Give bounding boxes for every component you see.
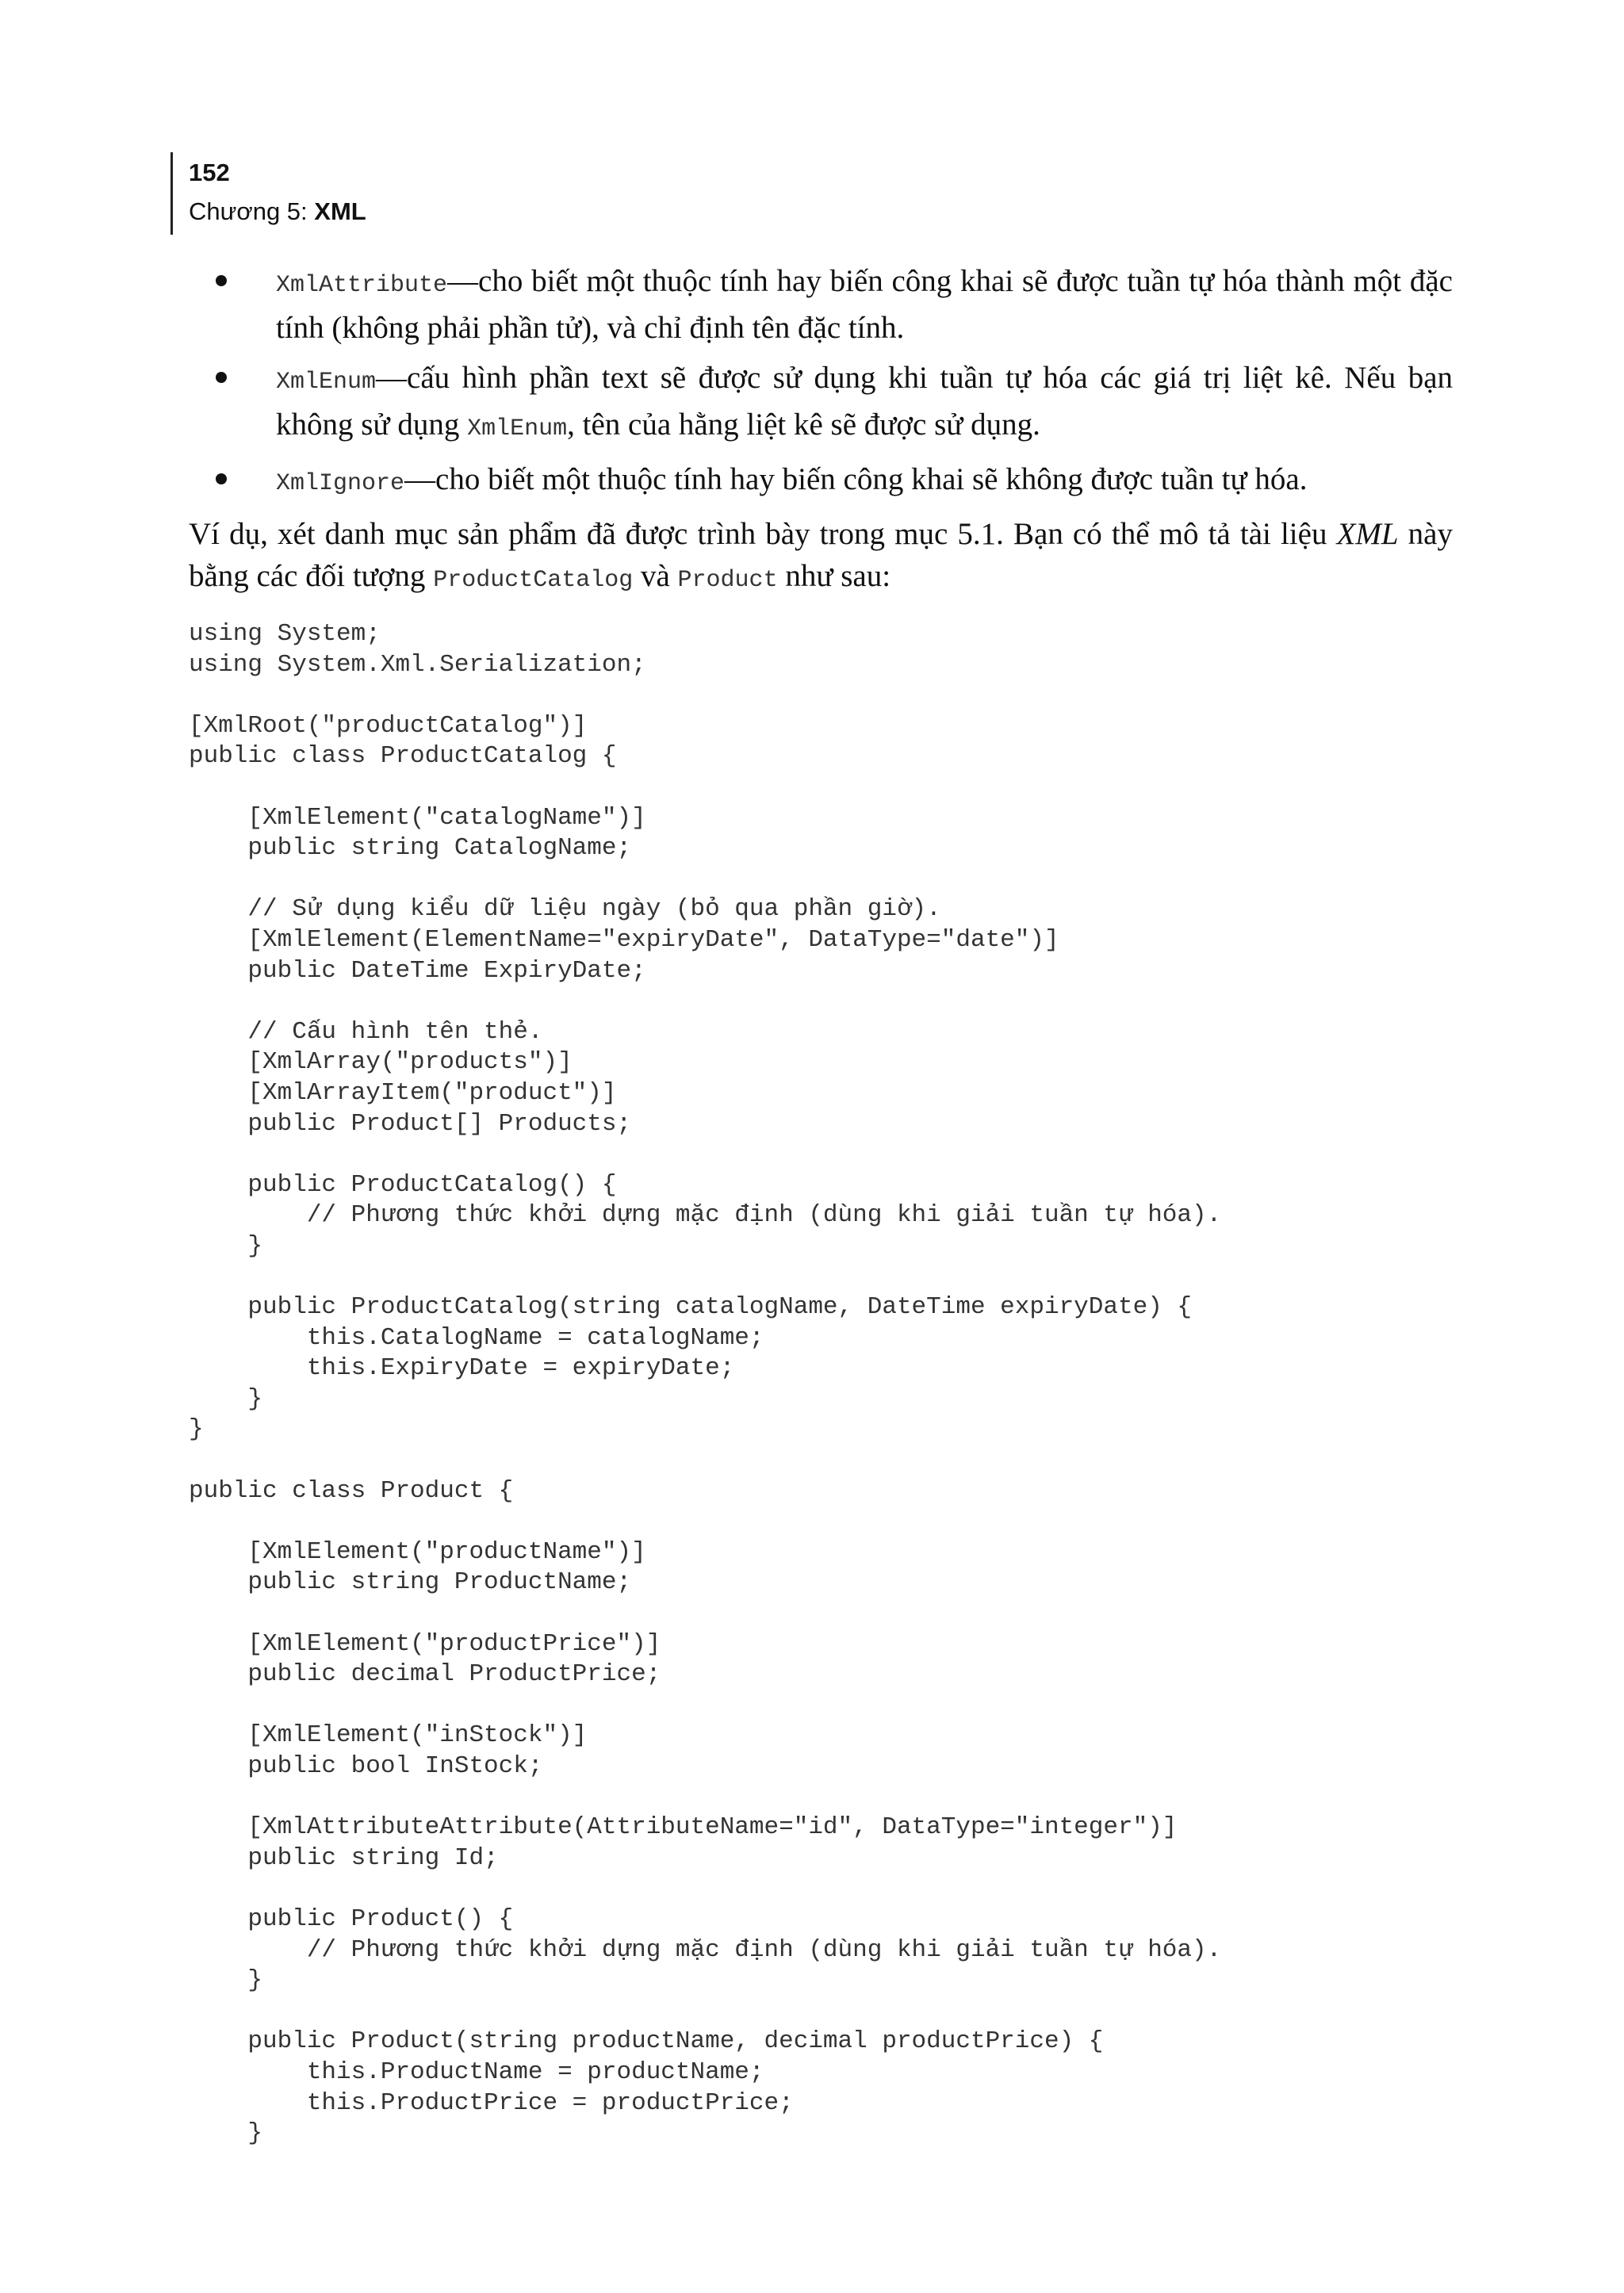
code-line: public bool InStock; xyxy=(189,1751,543,1780)
code-line: public DateTime ExpiryDate; xyxy=(189,956,646,985)
code-line: [XmlRoot("productCatalog")] xyxy=(189,711,588,740)
code-line: } xyxy=(189,1231,263,1260)
code-line: public Product() { xyxy=(189,1904,514,1933)
code-line: public decimal ProductPrice; xyxy=(189,1660,661,1689)
inline-code: Product xyxy=(677,567,778,594)
bullet-text: —cấu hình phần text sẽ được sử dụng khi tuần tự hóa các giá trị liệt kê. Nếu bạn không sử dụng xyxy=(276,361,1453,442)
code-line: this.ExpiryDate = expiryDate; xyxy=(189,1354,735,1383)
code-listing xyxy=(189,619,1453,2149)
inline-code: XmlEnum xyxy=(276,369,377,396)
code-line: // Phương thức khởi dựng mặc định (dùng khi giải tuần tự hóa). xyxy=(189,1935,1222,1964)
code-line: [XmlArray("products")] xyxy=(189,1048,573,1077)
code-line: public ProductCatalog() { xyxy=(189,1170,617,1199)
inline-code: ProductCatalog xyxy=(433,567,634,594)
code-line: [XmlArrayItem("product")] xyxy=(189,1078,617,1107)
chapter-heading xyxy=(189,196,366,228)
intro-italic: XML xyxy=(1336,517,1399,551)
inline-code: XmlAttribute xyxy=(276,272,448,299)
bullet-text: —cho biết một thuộc tính hay biến công khai sẽ được tuần tự hóa thành một đặc tính (không phải phần tử), và chỉ định tên đặc tính. xyxy=(276,264,1453,345)
code-line: public class Product { xyxy=(189,1476,514,1505)
code-line: using System.Xml.Serialization; xyxy=(189,650,646,679)
code-line: [XmlElement("productName")] xyxy=(189,1537,646,1566)
intro-text: này bằng các đối tượng xyxy=(189,517,1453,593)
code-line: public string Id; xyxy=(189,1843,499,1872)
bullet-list xyxy=(189,260,1453,505)
code-line: // Sử dụng kiểu dữ liệu ngày (bỏ qua phần giờ). xyxy=(189,895,941,924)
code-line: public string ProductName; xyxy=(189,1568,632,1597)
bullet-dot-icon xyxy=(216,275,227,286)
code-line: [XmlElement("productPrice")] xyxy=(189,1629,661,1658)
header-rule xyxy=(170,152,173,235)
code-line: this.CatalogName = catalogName; xyxy=(189,1323,764,1352)
code-line: } xyxy=(189,1415,204,1444)
bullet-text: —cho biết một thuộc tính hay biến công khai sẽ không được tuần tự hóa. xyxy=(404,462,1308,496)
bullet-item-xmlattribute xyxy=(189,260,1453,349)
chapter-title: XML xyxy=(314,197,366,225)
code-line: public ProductCatalog(string catalogName, DateTime expiryDate) { xyxy=(189,1293,1193,1322)
bullet-item-xmlenum xyxy=(189,357,1453,450)
code-line: public string CatalogName; xyxy=(189,834,632,863)
code-line: using System; xyxy=(189,620,381,648)
code-line: } xyxy=(189,1384,263,1413)
chapter-prefix: Chương 5: xyxy=(189,197,315,225)
bullet-text: , tên của hằng liệt kê sẽ được sử dụng. xyxy=(567,408,1040,442)
inline-code: XmlIgnore xyxy=(276,470,405,497)
intro-text: Ví dụ, xét danh mục sản phẩm đã được trình bày trong mục 5.1. Bạn có thể mô tả tài liệu xyxy=(189,517,1337,551)
code-line: this.ProductName = productName; xyxy=(189,2058,764,2086)
page-number: 152 xyxy=(189,159,230,186)
code-line: [XmlElement("catalogName")] xyxy=(189,803,646,832)
code-line: public class ProductCatalog { xyxy=(189,742,617,771)
page-body xyxy=(189,260,1453,2149)
bullet-dot-icon xyxy=(216,473,227,484)
intro-text: như sau: xyxy=(777,559,891,593)
code-line: } xyxy=(189,1966,263,1995)
code-line: [XmlAttributeAttribute(AttributeName="id", DataType="integer")] xyxy=(189,1813,1178,1842)
inline-code: XmlEnum xyxy=(467,415,568,442)
code-line: // Phương thức khởi dựng mặc định (dùng khi giải tuần tự hóa). xyxy=(189,1201,1222,1230)
code-line: } xyxy=(189,2119,263,2148)
intro-text: và xyxy=(633,559,678,593)
code-line: [XmlElement(ElementName="expiryDate", DataType="date")] xyxy=(189,925,1059,954)
code-line: [XmlElement("inStock")] xyxy=(189,1721,588,1750)
code-line: public Product(string productName, decimal productPrice) { xyxy=(189,2027,1104,2056)
code-line: this.ProductPrice = productPrice; xyxy=(189,2088,794,2117)
code-line: // Cấu hình tên thẻ. xyxy=(189,1017,543,1046)
bullet-item-xmlignore xyxy=(189,458,1453,505)
intro-paragraph xyxy=(189,513,1453,602)
code-line: public Product[] Products; xyxy=(189,1109,632,1138)
bullet-dot-icon xyxy=(216,372,227,383)
